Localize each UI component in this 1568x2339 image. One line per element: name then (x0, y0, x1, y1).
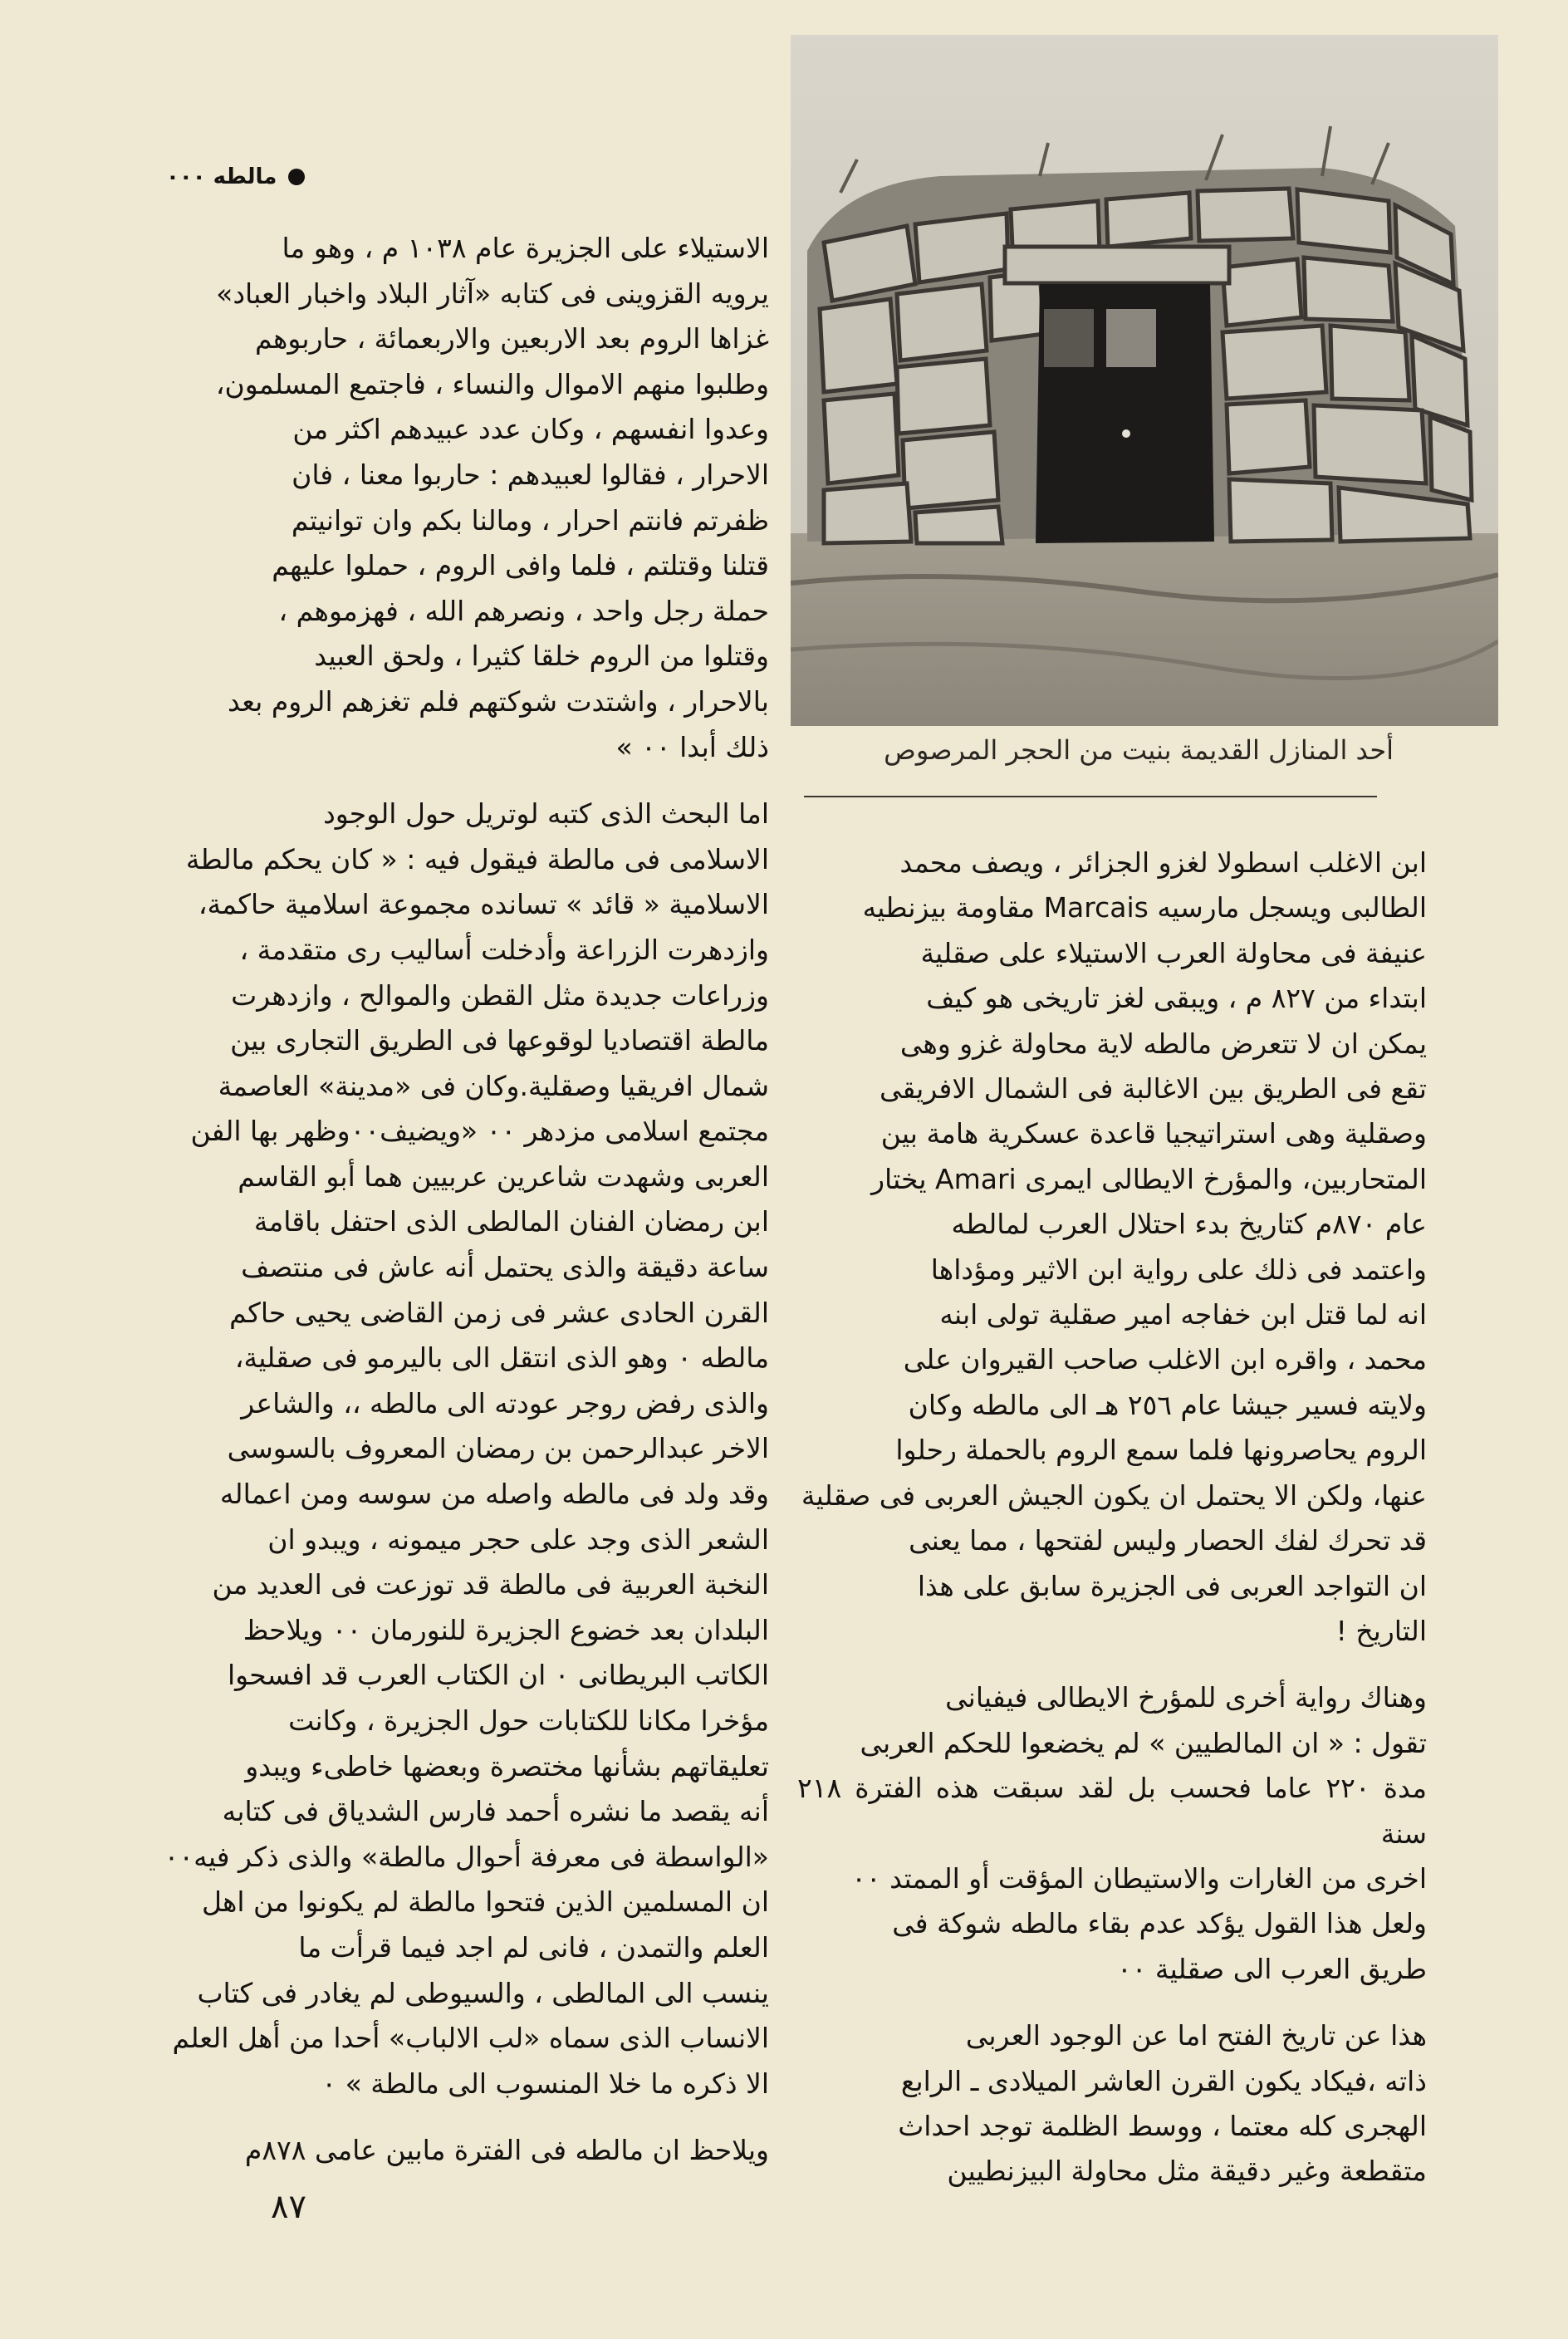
text-line: مؤخرا مكانا للكتابات حول الجزيرة ، وكانت (288, 1704, 769, 1737)
text-line: والذى رفض روجر عودته الى مالطه ،، والشاعر (241, 1386, 769, 1420)
text-line: وقد ولد فى مالطه واصله من سوسه ومن اعماله (219, 1478, 769, 1511)
text-line: ويلاحظ ان مالطه فى الفترة مابين عامى ٨٧٨م (244, 2134, 769, 2167)
text-line: الروم يحاصرونها فلما سمع الروم بالحملة رحلوا (895, 1434, 1427, 1467)
text-line: وزراعات جديدة مثل القطن والموالح ، وازدهرت (231, 978, 769, 1012)
text-line: حملة رجل واحد ، ونصرهم الله ، فهزموهم ، (278, 594, 769, 627)
text-line: قتلنا وقتلتم ، فلما وافى الروم ، حملوا عليهم (272, 549, 769, 582)
text-line: العربى وشهدت شاعرين عربيين هما أبو القاسم (238, 1160, 769, 1193)
left-paragraph-2 (96, 792, 769, 2106)
photo-caption: أحد المنازل القديمة بنيت من الحجر المرصوص (884, 734, 1394, 766)
text-line: عنها، ولكن الا يحتمل ان يكون الجيش العربى فى صقلية (801, 1478, 1427, 1512)
text-line: يمكن ان لا تتعرض مالطه لاية محاولة غزو وهى (899, 1027, 1427, 1060)
text-line: الشعر الذى وجد على حجر ميمونه ، ويبدو ان (267, 1523, 769, 1556)
text-line: غزاها الروم بعد الاربعين والاربعمائة ، حاربوهم (255, 322, 769, 356)
stone-house-image (791, 35, 1498, 726)
text-line: الاستيلاء على الجزيرة عام ١٠٣٨ م ، وهو ما (282, 232, 769, 264)
text-line: شمال افريقيا وصقلية.وكان فى «مدينة» العاصمة (218, 1069, 769, 1102)
text-line: قد تحرك لفك الحصار وليس لفتحها ، مما يعنى (909, 1524, 1427, 1557)
caption-divider (804, 796, 1377, 797)
right-paragraph-3 (797, 2013, 1427, 2194)
text-line: العلم والتمدن ، فانى لم اجد فيما قرأت ما (298, 1930, 769, 1964)
text-line: ينسب الى المالطى ، والسيوطى لم يغادر فى كتاب (197, 1976, 769, 2009)
text-line: محمد ، واقره ابن الاغلب صاحب القيروان على (903, 1343, 1427, 1376)
text-line: ذلك أبدا ٠٠ » (615, 730, 769, 763)
text-line: تعليقاتهم بشأنها مختصرة وبعضها خاطىء ويبدو (245, 1749, 769, 1782)
text-line: الاسلامية « قائد » تسانده مجموعة اسلامية حاكمة، (198, 888, 769, 921)
text-line: انه لما قتل ابن خفاجه امير صقلية تولى ابنه (939, 1298, 1427, 1331)
text-line: البلدان بعد خضوع الجزيرة للنورمان ٠٠ ويلاحظ (243, 1613, 769, 1646)
text-line: الا ذكره ما خلا المنسوب الى مالطة » ٠ (321, 2067, 769, 2100)
text-line: ذاته ،فيكاد يكون القرن العاشر الميلادى ـ الرابع (900, 2064, 1427, 2097)
text-line: وصقلية وهى استراتيجيا قاعدة عسكرية هامة بين (880, 1117, 1427, 1150)
text-line: الاسلامى فى مالطة فيقول فيه : « كان يحكم مالطة (185, 842, 769, 875)
text-line: مدة ٢٢٠ عاما فحسب بل لقد سبقت هذه الفترة ٢١٨ سنة (797, 1772, 1427, 1850)
text-line: بالاحرار ، واشتدت شوكتهم فلم تغزهم الروم بعد (227, 684, 769, 718)
text-line: الكاتب البريطانى ٠ ان الكتاب العرب قد افسحوا (228, 1659, 769, 1692)
text-line: الانساب الذى سماه «لب الالباب» أحدا من أهل العلم (172, 2022, 769, 2055)
text-line: «الواسطة فى معرفة أحوال مالطة» والذى ذكر فيه٠٠ (164, 1840, 769, 1873)
text-line: الاحرار ، فقالوا لعبيدهم : حاربوا معنا ، فان (292, 458, 769, 491)
text-line: وعدوا انفسهم ، وكان عدد عبيدهم اكثر من (292, 413, 769, 446)
text-line: طريق العرب الى صقلية ٠٠ (1116, 1952, 1427, 1985)
text-line: ان المسلمين الذين فتحوا مالطة لم يكونوا من اهل (201, 1885, 769, 1919)
text-line: مالطه ٠ وهو الذى انتقل الى باليرمو فى صقلية، (234, 1341, 769, 1375)
text-line: ولعل هذا القول يؤكد عدم بقاء مالطه شوكة فى (892, 1907, 1427, 1940)
text-line: وهناك رواية أخرى للمؤرخ الايطالى فيفيانى (945, 1681, 1427, 1714)
text-line: ابتداء من ٨٢٧ م ، ويبقى لغز تاريخى هو كيف (926, 982, 1427, 1015)
text-line: وطلبوا منهم الاموال والنساء ، فاجتمع المسلمون، (215, 367, 769, 400)
text-line: النخبة العربية فى مالطة قد توزعت فى العديد من (212, 1568, 769, 1601)
bullet-icon (288, 169, 305, 185)
text-line: تقول : « ان المالطيين » لم يخضعوا للحكم العربى (860, 1726, 1427, 1759)
text-line: اخرى من الغارات والاستيطان المؤقت أو الممتد ٠٠ (851, 1861, 1427, 1895)
text-line: ساعة دقيقة والذى يحتمل أنه عاش فى منتصف (241, 1251, 769, 1284)
right-paragraph-1 (797, 841, 1427, 1654)
text-line: عنيفة فى محاولة العرب الاستيلاء على صقلية (920, 936, 1427, 969)
text-line: أنه يقصد ما نشره أحمد فارس الشدياق فى كتابه (222, 1795, 769, 1828)
text-line: هذا عن تاريخ الفتح اما عن الوجود العربى (965, 2019, 1427, 2052)
text-line: ابن الاغلب اسطولا لغزو الجزائر ، ويصف محمد (899, 846, 1427, 879)
text-line: تقع فى الطريق بين الاغالبة فى الشمال الافريقى (879, 1072, 1427, 1106)
page-number: ٨٧ (271, 2188, 306, 2226)
text-line: يرويه القزوينى فى كتابه «آثار البلاد واخبار العباد» (216, 277, 769, 310)
running-header (166, 164, 305, 189)
text-line: مالطة اقتصاديا لوقوعها فى الطريق التجارى بين (230, 1024, 769, 1057)
text-line: ولايته فسير جيشا عام ٢٥٦ هـ الى مالطه وكان (908, 1388, 1427, 1421)
text-line: واعتمد فى ذلك على رواية ابن الاثير ومؤداها (930, 1253, 1427, 1286)
text-line: القرن الحادى عشر فى زمن القاضى يحيى حاكم (229, 1296, 769, 1329)
text-line: ظفرتم فانتم احرار ، ومالنا بكم وان توانيتم (291, 503, 769, 537)
text-line: المتحاربين، والمؤرخ الايطالى ايمرى Amari يختار (871, 1162, 1427, 1195)
text-line: التاريخ ! (1335, 1614, 1427, 1647)
text-line: مجتمع اسلامى مزدهر ٠٠ «ويضيف٠٠وظهر بها الفن (190, 1115, 769, 1148)
text-line: الطالبى ويسجل مارسيه Marcais مقاومة بيزنطيه (862, 891, 1427, 924)
text-line: الاخر عبدالرحمن بن رمضان المعروف بالسوسى (227, 1432, 769, 1465)
right-column (797, 841, 1427, 2194)
text-line: عام ٨٧٠م كتاريخ بدء احتلال العرب لمالطه (951, 1208, 1427, 1241)
right-paragraph-2 (797, 1675, 1427, 1992)
left-column (96, 226, 769, 2174)
text-line: ابن رمضان الفنان المالطى الذى احتفل باقامة (253, 1205, 769, 1238)
header-title: مالطه ٠٠٠ (166, 164, 277, 189)
left-paragraph-3 (96, 2128, 769, 2174)
text-line: متقطعة وغير دقيقة مثل محاولة البيزنطيين (947, 2155, 1427, 2188)
stone-house-photo (791, 35, 1498, 726)
left-paragraph-1 (96, 226, 769, 770)
text-line: ان التواجد العربى فى الجزيرة سابق على هذا (917, 1569, 1427, 1602)
text-line: الهجرى كله معتما ، ووسط الظلمة توجد احداث (898, 2109, 1427, 2142)
text-line: وقتلوا من الروم خلقا كثيرا ، ولحق العبيد (314, 640, 769, 673)
text-line: اما البحث الذى كتبه لوتريل حول الوجود (323, 797, 769, 831)
text-line: وازدهرت الزراعة وأدخلت أساليب رى متقدمة ، (239, 933, 769, 966)
